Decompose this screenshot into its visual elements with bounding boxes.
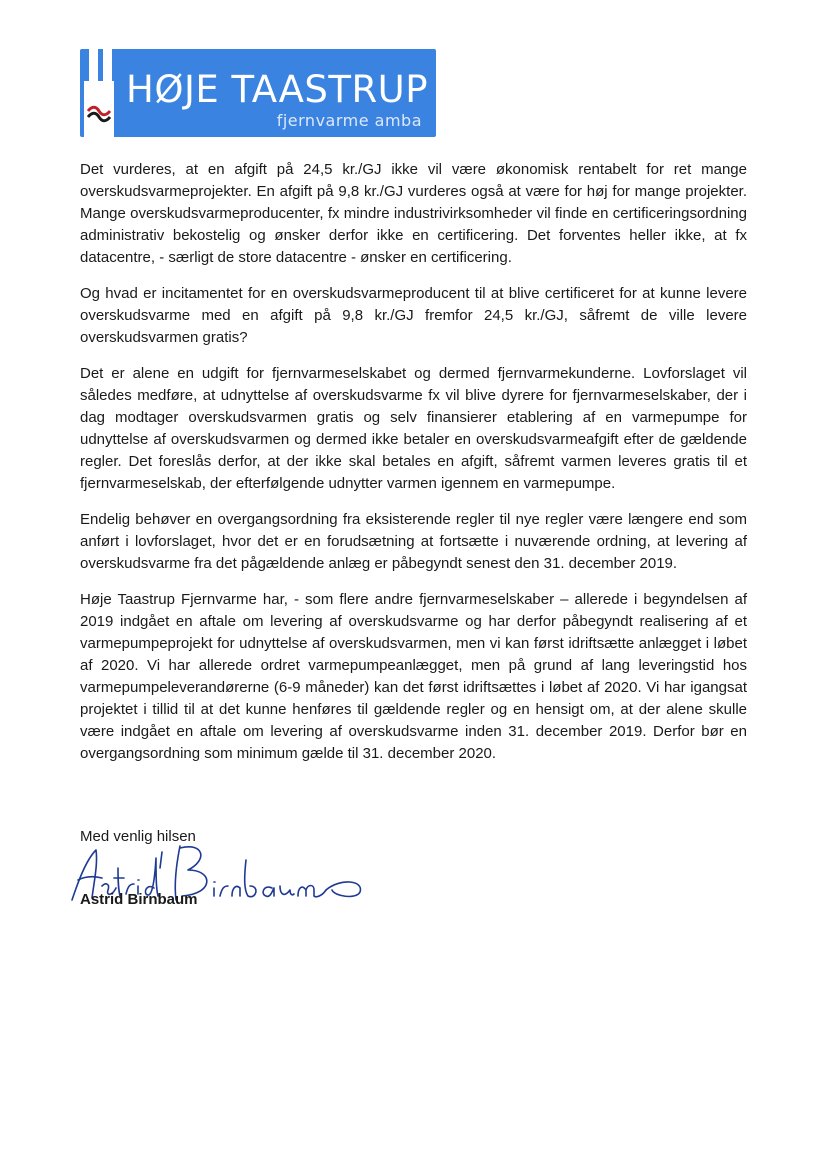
- paragraph-1: Det vurderes, at en afgift på 24,5 kr./GJ ikke vil være økonomisk rentabelt for ret mange overskudsvarmeprojekter. En afgift på 9,8 kr./GJ vurderes også at være for høj for mange projekter. Mange overskudsvarmeproducenter, fx mindre industrivirksomheder vil finde en certificeringsordning administrativ bekostelig og ønsker derfor ikke en certificering. Det forventes heller ikke, at fx datacentre, - særligt de store datacentre - ønsker en certificering.: [80, 161, 747, 266]
- letter-body: [80, 159, 747, 779]
- wave-mark-icon: [86, 103, 112, 125]
- paragraph-5: Høje Taastrup Fjernvarme har, - som flere andre fjernvarmeselskaber – allerede i begyndelsen af 2019 indgået en aftale om levering af overskudsvarme og har derfor påbegyndt realisering af et varmepumpeprojekt for udnyttelse af overskudsvarmen, men vi kan først idriftsætte anlægget i løbet af 2020. Vi har allerede ordret varmepumpeanlægget, men på grund af lang leveringstid hos varmepumpeleverandørerne (6-9 måneder) kan det først idriftsættes i løbet af 2020. Vi har igangsat projektet i tillid til at det kunne henføres til gældende regler og en hensigt om, at der alene skulle være indgået en aftale om levering af overskudsvarme inden 31. december 2019. Derfor bør en overgangsordning som minimum gælde til 31. december 2020.: [80, 591, 747, 762]
- signer-name: Astrid Birnbaum: [80, 891, 198, 908]
- greeting: Med venlig hilsen: [80, 828, 196, 845]
- brand-subtitle: fjernvarme amba: [276, 111, 422, 130]
- paragraph-3: Det er alene en udgift for fjernvarmeselskabet og dermed fjernvarmekunderne. Lovforslaget vil således medføre, at udnyttelse af overskudsvarme fx vil blive dyrere for fjernvarmeselskaber, der i dag modtager overskudsvarmen gratis og selv finansierer etablering af en varmepumpe for udnyttelse af overskudsvarmen og dermed ikke betaler en overskudsvarmeafgift efter de gældende regler. Det foreslås derfor, at der ikke skal betales en afgift, såfremt varmen leveres gratis til et fjernvarmeselskab, der efterfølgende udnytter varmen igennem en varmepumpe.: [80, 365, 747, 492]
- letter-closing: [80, 826, 400, 916]
- paragraph-4: Endelig behøver en overgangsordning fra eksisterende regler til nye regler være længere end som anført i lovforslaget, hvor det er en forudsætning at fortsætte i nuværende ordning, at levering af overskudsvarme fra det pågældende anlæg er påbegyndt senest den 31. december 2019.: [80, 511, 747, 572]
- brand-name: HØJE TAASTRUP: [126, 68, 429, 111]
- paragraph-2: Og hvad er incitamentet for en overskudsvarmeproducent til at blive certificeret for at kunne levere overskudsvarme med en afgift på 9,8 kr./GJ fremfor 24,5 kr./GJ, såfremt de ville levere overskudsvarmen gratis?: [80, 285, 747, 346]
- letterhead-logo: [80, 45, 436, 137]
